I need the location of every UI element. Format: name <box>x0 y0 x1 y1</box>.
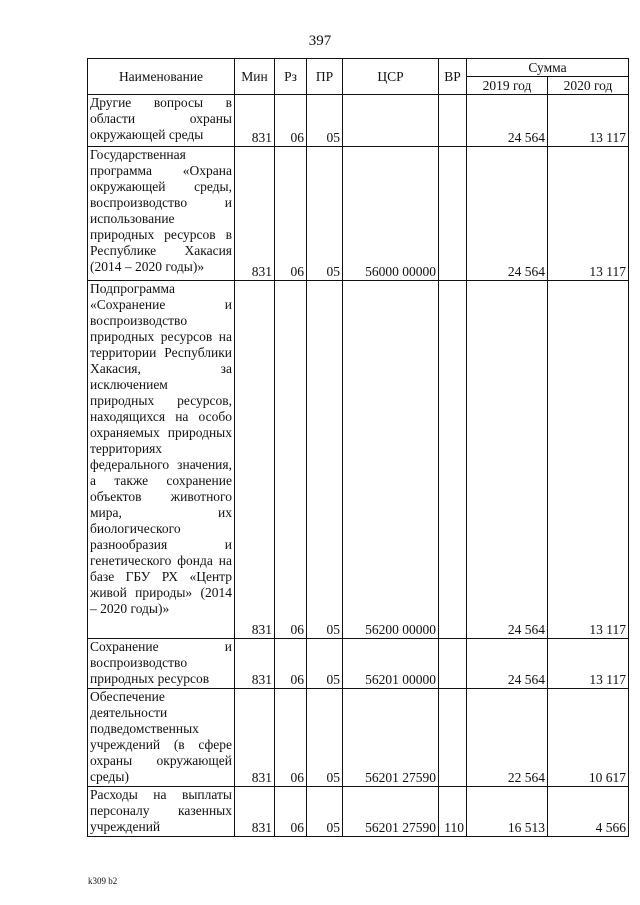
row-min: 831 <box>235 787 275 837</box>
row-name: Государственная программа «Охрана окружающей среды, воспроизводство и использование природных ресурсов в Республике Хакасия (2014 – 2020 годы)» <box>88 147 235 281</box>
row-2019: 24 564 <box>467 147 548 281</box>
row-rz: 06 <box>275 639 307 689</box>
row-rz: 06 <box>275 95 307 147</box>
row-vr <box>439 147 467 281</box>
row-rz: 06 <box>275 689 307 787</box>
row-pr: 05 <box>307 639 343 689</box>
row-2020: 13 117 <box>548 281 629 639</box>
row-min: 831 <box>235 639 275 689</box>
row-pr: 05 <box>307 281 343 639</box>
row-name: Подпрограмма «Сохранение и воспроизводство природных ресурсов на территории Республики Хакасия, за исключением природных ресурсов, находящихся на особо охраняемых природных территориях федерального значения, а также сохранение объектов животного мира, их биологического разнообразия и генетического фонда на базе ГБУ РХ «Центр живой природы» (2014 – 2020 годы)» <box>88 281 235 639</box>
header-2019: 2019 год <box>467 77 548 95</box>
row-csr: 56000 00000 <box>343 147 439 281</box>
table-body <box>88 95 629 837</box>
row-name: Расходы на выплаты персоналу казенных учреждений <box>88 787 235 837</box>
row-vr <box>439 639 467 689</box>
header-min: Мин <box>235 59 275 95</box>
header-csr: ЦСР <box>343 59 439 95</box>
row-min: 831 <box>235 147 275 281</box>
table-header <box>88 59 629 95</box>
footer-code: k309 b2 <box>88 876 118 886</box>
table-row <box>88 787 629 837</box>
row-vr <box>439 95 467 147</box>
row-csr: 56201 27590 <box>343 787 439 837</box>
row-name: Обеспечение деятельности подведомственных учреждений (в сфере охраны окружающей среды) <box>88 689 235 787</box>
header-name: Наименование <box>88 59 235 95</box>
row-2019: 24 564 <box>467 281 548 639</box>
row-pr: 05 <box>307 95 343 147</box>
row-2019: 24 564 <box>467 95 548 147</box>
row-vr: 110 <box>439 787 467 837</box>
page-number: 397 <box>308 33 332 49</box>
row-2019: 24 564 <box>467 639 548 689</box>
row-min: 831 <box>235 281 275 639</box>
row-pr: 05 <box>307 689 343 787</box>
table-row <box>88 639 629 689</box>
row-name: Другие вопросы в области охраны окружающей среды <box>88 95 235 147</box>
row-pr: 05 <box>307 147 343 281</box>
row-vr <box>439 281 467 639</box>
table-row <box>88 689 629 787</box>
row-rz: 06 <box>275 281 307 639</box>
row-csr <box>343 95 439 147</box>
row-name: Сохранение и воспроизводство природных ресурсов <box>88 639 235 689</box>
row-2020: 4 566 <box>548 787 629 837</box>
table-row <box>88 281 629 639</box>
row-csr: 56201 27590 <box>343 689 439 787</box>
row-2020: 13 117 <box>548 147 629 281</box>
row-csr: 56200 00000 <box>343 281 439 639</box>
row-min: 831 <box>235 689 275 787</box>
row-rz: 06 <box>275 787 307 837</box>
header-2020: 2020 год <box>548 77 629 95</box>
row-2019: 22 564 <box>467 689 548 787</box>
row-2020: 13 117 <box>548 639 629 689</box>
row-2019: 16 513 <box>467 787 548 837</box>
budget-table <box>87 58 629 837</box>
header-sum: Сумма <box>467 59 629 77</box>
row-min: 831 <box>235 95 275 147</box>
row-vr <box>439 689 467 787</box>
header-pr: ПР <box>307 59 343 95</box>
row-rz: 06 <box>275 147 307 281</box>
row-2020: 13 117 <box>548 95 629 147</box>
row-pr: 05 <box>307 787 343 837</box>
table-row <box>88 95 629 147</box>
header-vr: ВР <box>439 59 467 95</box>
table-row <box>88 147 629 281</box>
header-rz: Рз <box>275 59 307 95</box>
row-2020: 10 617 <box>548 689 629 787</box>
row-csr: 56201 00000 <box>343 639 439 689</box>
